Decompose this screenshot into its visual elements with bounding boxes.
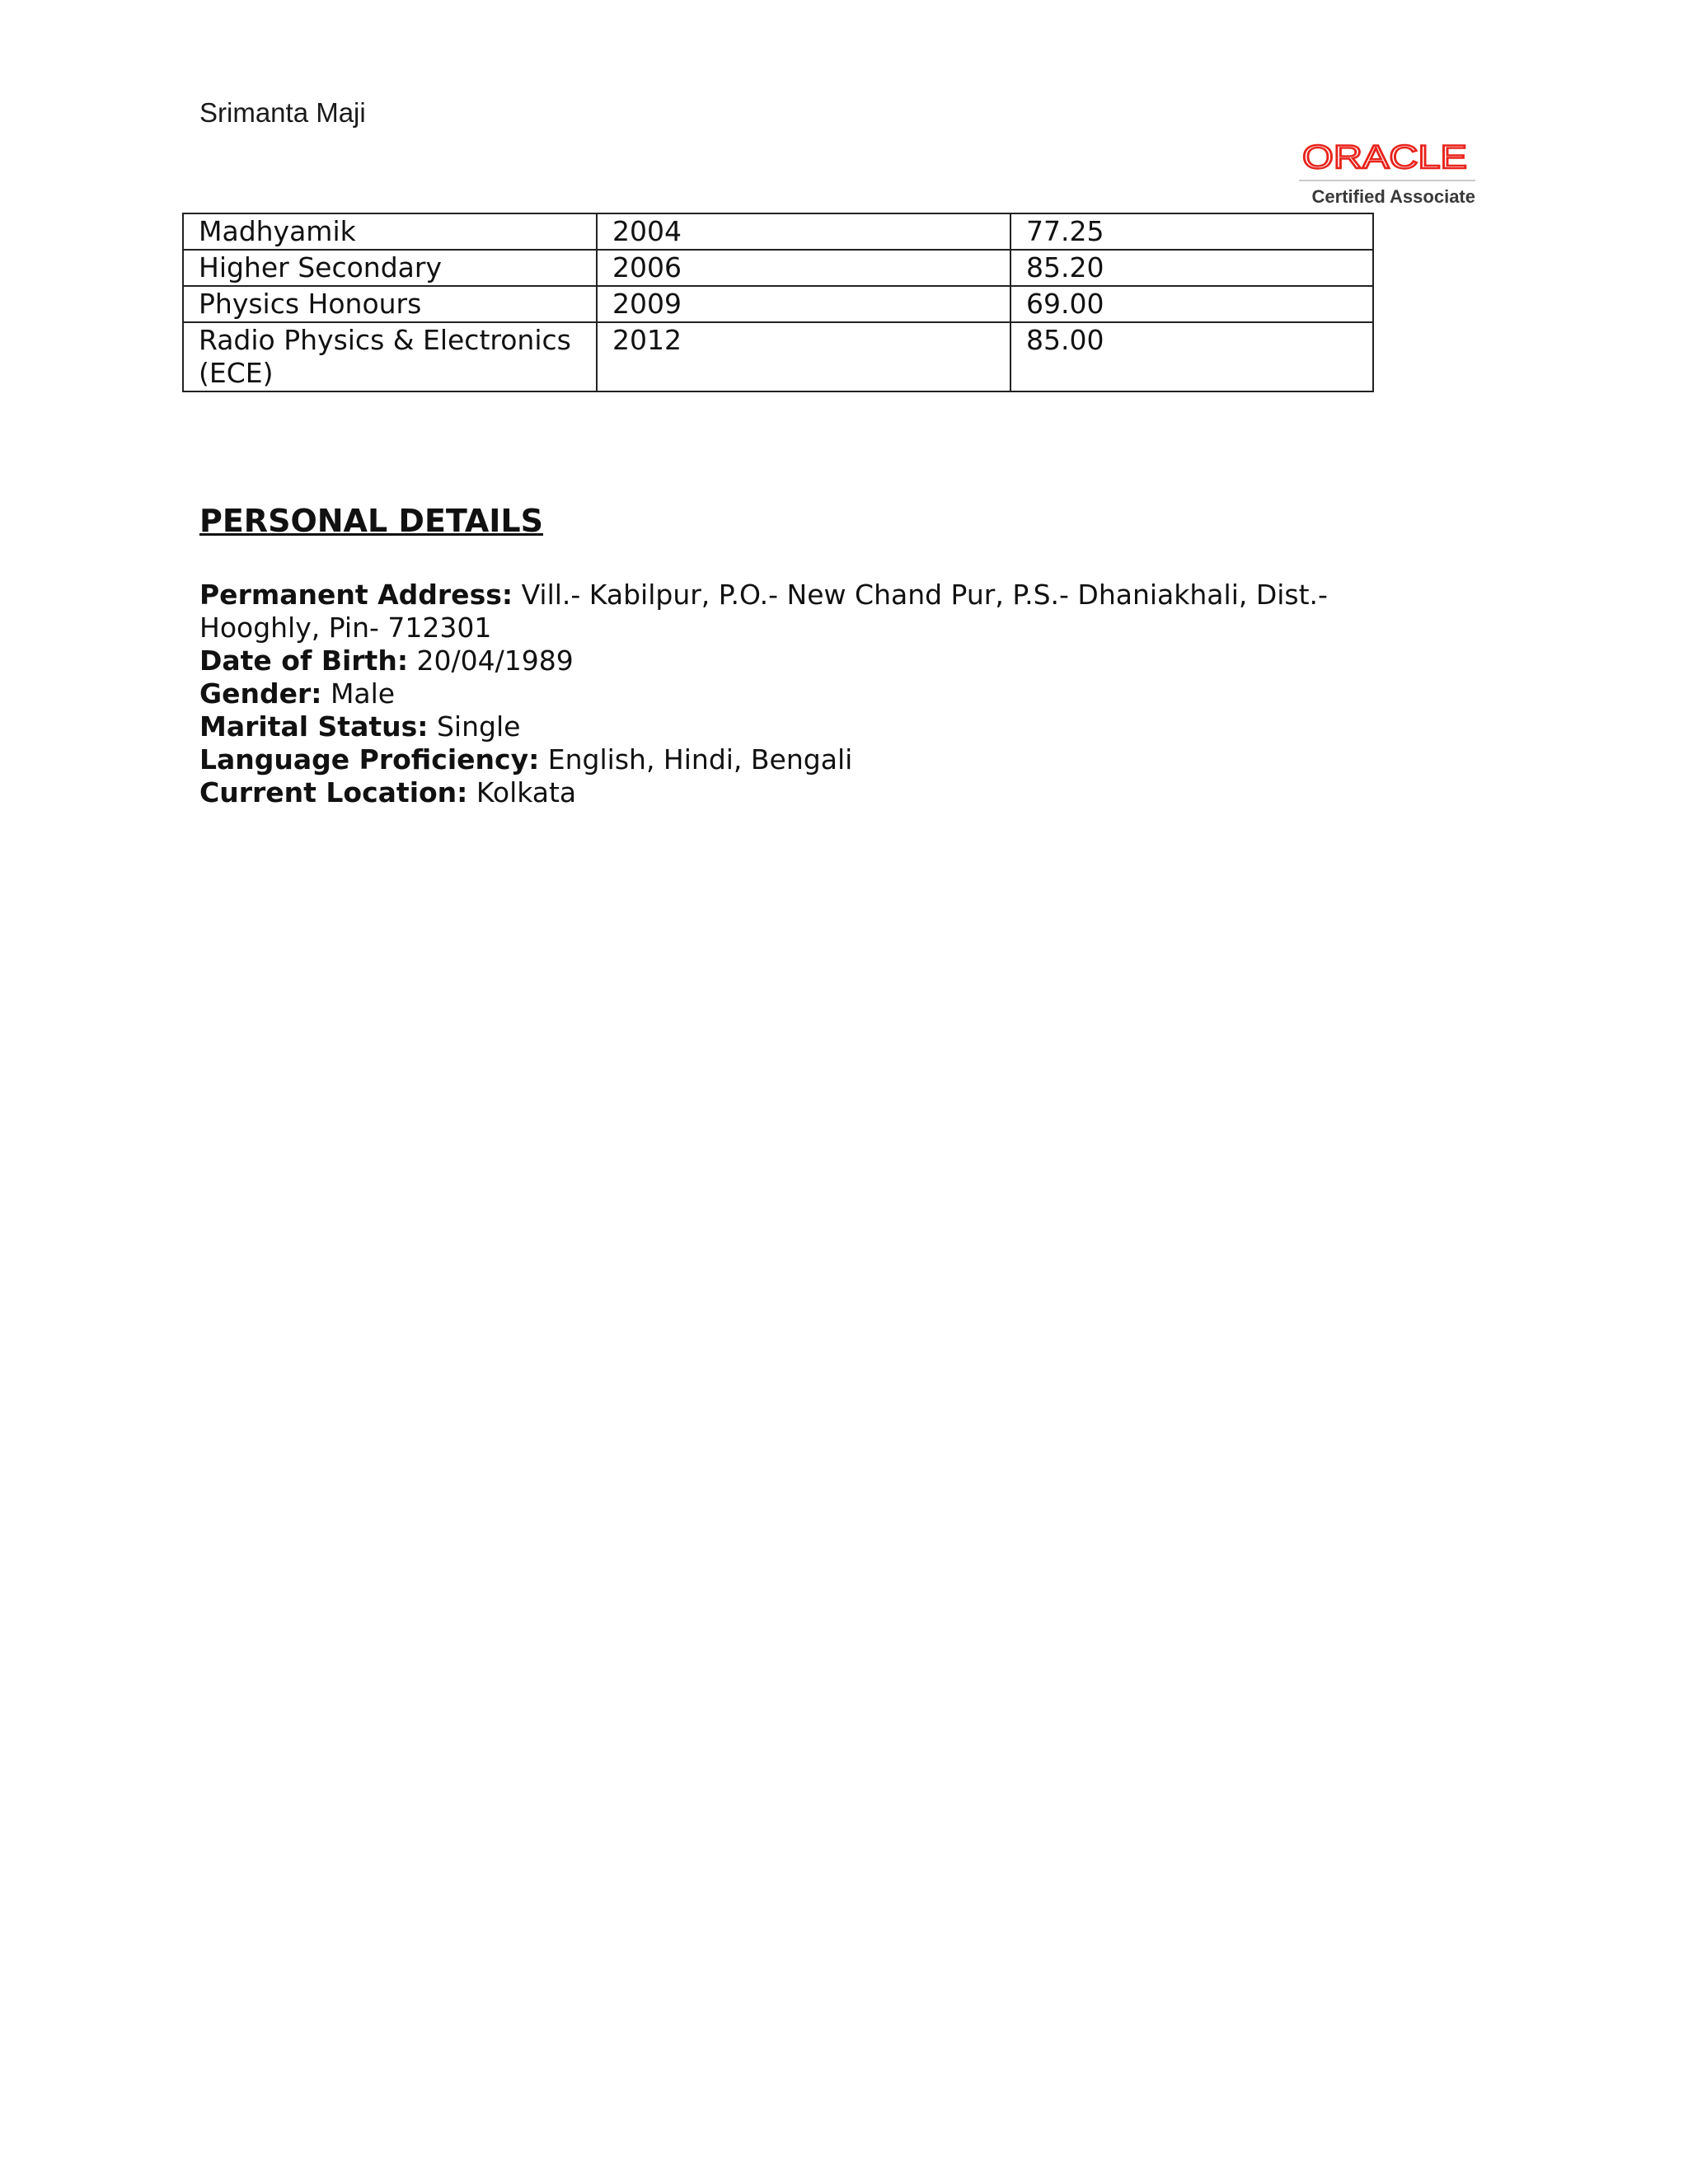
table-cell-score: 77.25 <box>1010 213 1373 250</box>
detail-value: Vill.- Kabilpur, P.O.- New Chand Pur, P.S.- Dhaniakhali, Dist.- Hooghly, Pin- 712301 <box>199 579 1328 644</box>
header-name: Srimanta Maji <box>199 97 366 128</box>
logo-divider <box>1299 180 1475 181</box>
table-cell-year: 2004 <box>597 213 1010 250</box>
table-cell-qualification: Physics Honours <box>183 286 597 322</box>
detail-label: Permanent Address: <box>199 579 513 611</box>
section-title-personal-details: PERSONAL DETAILS <box>199 503 543 539</box>
oracle-certified-logo <box>1299 140 1475 209</box>
oracle-logo-icon <box>1299 140 1475 173</box>
detail-current-location <box>199 776 1386 809</box>
detail-value: Kolkata <box>476 776 577 808</box>
table-cell-year: 2009 <box>597 286 1010 322</box>
table-cell-qualification: Madhyamik <box>183 213 597 250</box>
table-row <box>183 286 1373 322</box>
detail-value: English, Hindi, Bengali <box>547 743 853 776</box>
personal-details-list <box>199 579 1386 809</box>
table-row <box>183 322 1373 391</box>
detail-marital-status <box>199 710 1386 743</box>
table-row <box>183 250 1373 286</box>
table-cell-score: 85.00 <box>1010 322 1373 391</box>
detail-label: Date of Birth: <box>199 644 409 677</box>
detail-value: Single <box>436 710 521 743</box>
logo-subtitle: Certified Associate <box>1311 186 1475 207</box>
table-cell-year: 2006 <box>597 250 1010 286</box>
table-cell-year: 2012 <box>597 322 1010 391</box>
table-row <box>183 213 1373 250</box>
table-cell-qualification: Radio Physics & Electronics (ECE) <box>183 322 597 391</box>
detail-label: Gender: <box>199 677 322 710</box>
detail-language-proficiency <box>199 743 1386 776</box>
detail-value: 20/04/1989 <box>416 644 574 677</box>
detail-label: Language Proficiency: <box>199 743 540 776</box>
detail-label: Current Location: <box>199 776 468 808</box>
detail-label: Marital Status: <box>199 710 429 743</box>
detail-permanent-address <box>199 579 1386 644</box>
detail-date-of-birth <box>199 644 1386 677</box>
table-cell-score: 69.00 <box>1010 286 1373 322</box>
detail-value: Male <box>330 677 396 710</box>
detail-gender <box>199 677 1386 710</box>
logo-word: ORACLE <box>1302 140 1467 173</box>
table-cell-score: 85.20 <box>1010 250 1373 286</box>
education-table <box>182 213 1374 392</box>
table-cell-qualification: Higher Secondary <box>183 250 597 286</box>
